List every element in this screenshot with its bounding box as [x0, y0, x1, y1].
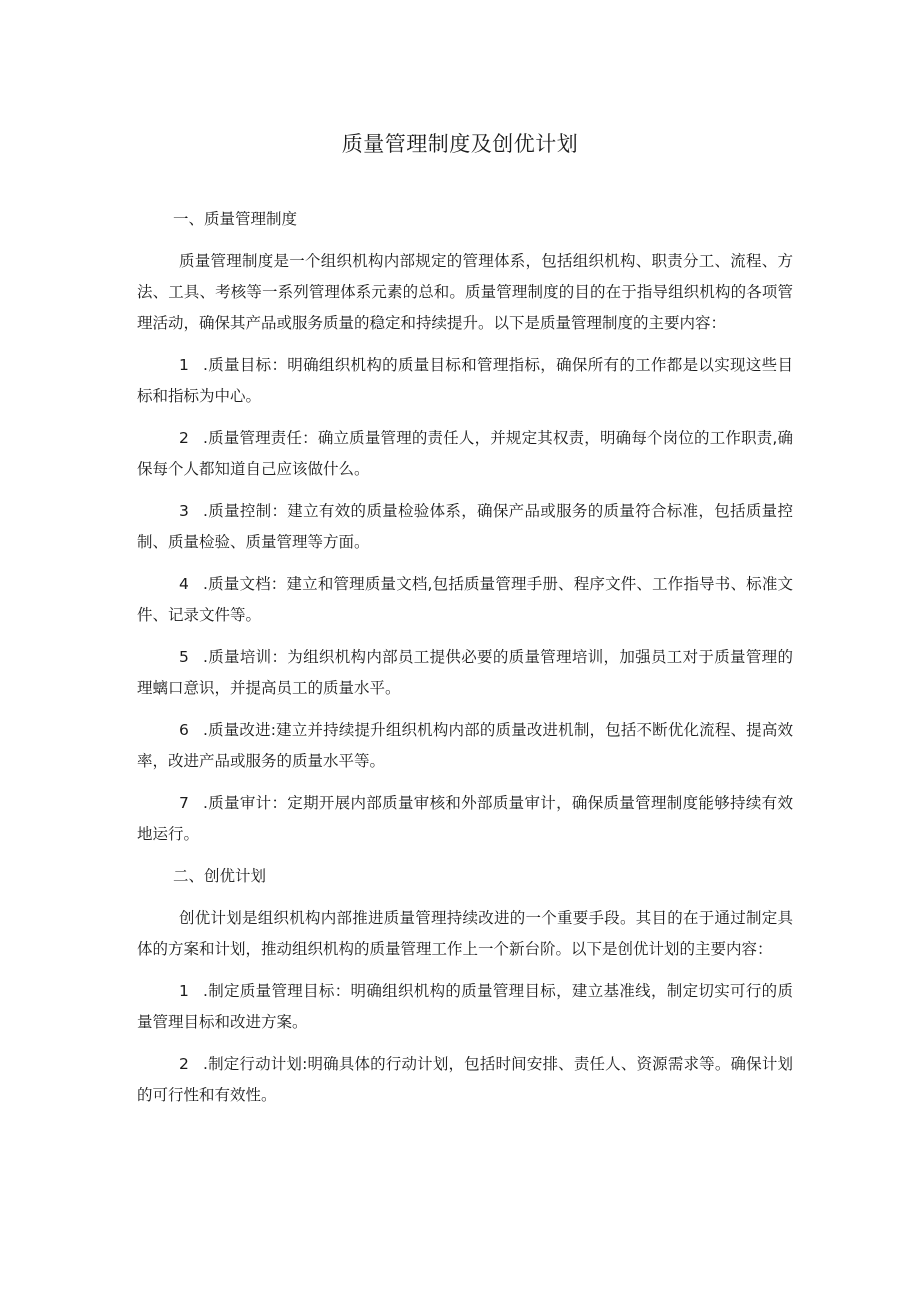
list-item-number: 2 — [179, 429, 189, 447]
section-intro-quality-system: 质量管理制度是一个组织机构内部规定的管理体系，包括组织机构、职责分工、流程、方法、工具、考核等一系列管理体系元素的总和。质量管理制度的目的在于指导组织机构的各项管理活动，确保其产品或服务质量的稳定和持续提升。以下是质量管理制度的主要内容： — [137, 252, 793, 332]
list-item-number: 3 — [179, 502, 189, 520]
list-item-text: .质量目标：明确组织机构的质量目标和管理指标，确保所有的工作都是以实现这些目标和指标为中心。 — [137, 356, 793, 405]
list-item-text: .制定质量管理目标：明确组织机构的质量管理目标，建立基准线，制定切实可行的质量管理目标和改进方案。 — [137, 982, 793, 1031]
list-item-text: .质量改进:建立并持续提升组织机构内部的质量改进机制，包括不断优化流程、提高效率，改进产品或服务的质量水平等。 — [137, 721, 793, 770]
document-title: 质量管理制度及创优计划 — [341, 132, 579, 156]
list-item-text: .制定行动计划:明确具体的行动计划，包括时间安排、责任人、资源需求等。确保计划的可行性和有效性。 — [137, 1055, 793, 1104]
list-item — [137, 642, 793, 704]
section-heading-excellence-plan: 二、创优计划 — [173, 867, 267, 885]
list-item — [137, 788, 793, 850]
section-heading-quality-system: 一、质量管理制度 — [173, 210, 298, 228]
list-item — [137, 715, 793, 777]
list-item-text: .质量控制：建立有效的质量检验体系，确保产品或服务的质量符合标准，包括质量控制、质量检验、质量管理等方面。 — [137, 502, 793, 551]
list-item-number: 4 — [179, 575, 189, 593]
list-item-number: 5 — [179, 648, 189, 666]
list-item-number: 1 — [179, 982, 189, 1000]
list-item — [137, 496, 793, 558]
list-item — [137, 423, 793, 485]
list-item — [137, 976, 793, 1038]
list-item-number: 1 — [179, 356, 189, 374]
list-item-number: 7 — [179, 794, 189, 812]
list-item — [137, 350, 793, 412]
list-item-text: .质量文档：建立和管理质量文档,包括质量管理手册、程序文件、工作指导书、标准文件、记录文件等。 — [137, 575, 793, 624]
section-intro-excellence-plan: 创优计划是组织机构内部推进质量管理持续改进的一个重要手段。其目的在于通过制定具体的方案和计划，推动组织机构的质量管理工作上一个新台阶。以下是创优计划的主要内容： — [137, 909, 793, 958]
list-item — [137, 1049, 793, 1111]
list-item-text: .质量培训：为组织机构内部员工提供必要的质量管理培训，加强员工对于质量管理的理螭口意识，并提高员工的质量水平。 — [137, 648, 793, 697]
list-item-number: 6 — [179, 721, 189, 739]
list-item-number: 2 — [179, 1055, 189, 1073]
list-item-text: .质量审计：定期开展内部质量审核和外部质量审计，确保质量管理制度能够持续有效地运行。 — [137, 794, 793, 843]
document-body — [137, 204, 793, 1122]
list-item-text: .质量管理责任：确立质量管理的责任人，并规定其权责，明确每个岗位的工作职责,确保每个人都知道自己应该做什么。 — [137, 429, 793, 478]
list-item — [137, 569, 793, 631]
